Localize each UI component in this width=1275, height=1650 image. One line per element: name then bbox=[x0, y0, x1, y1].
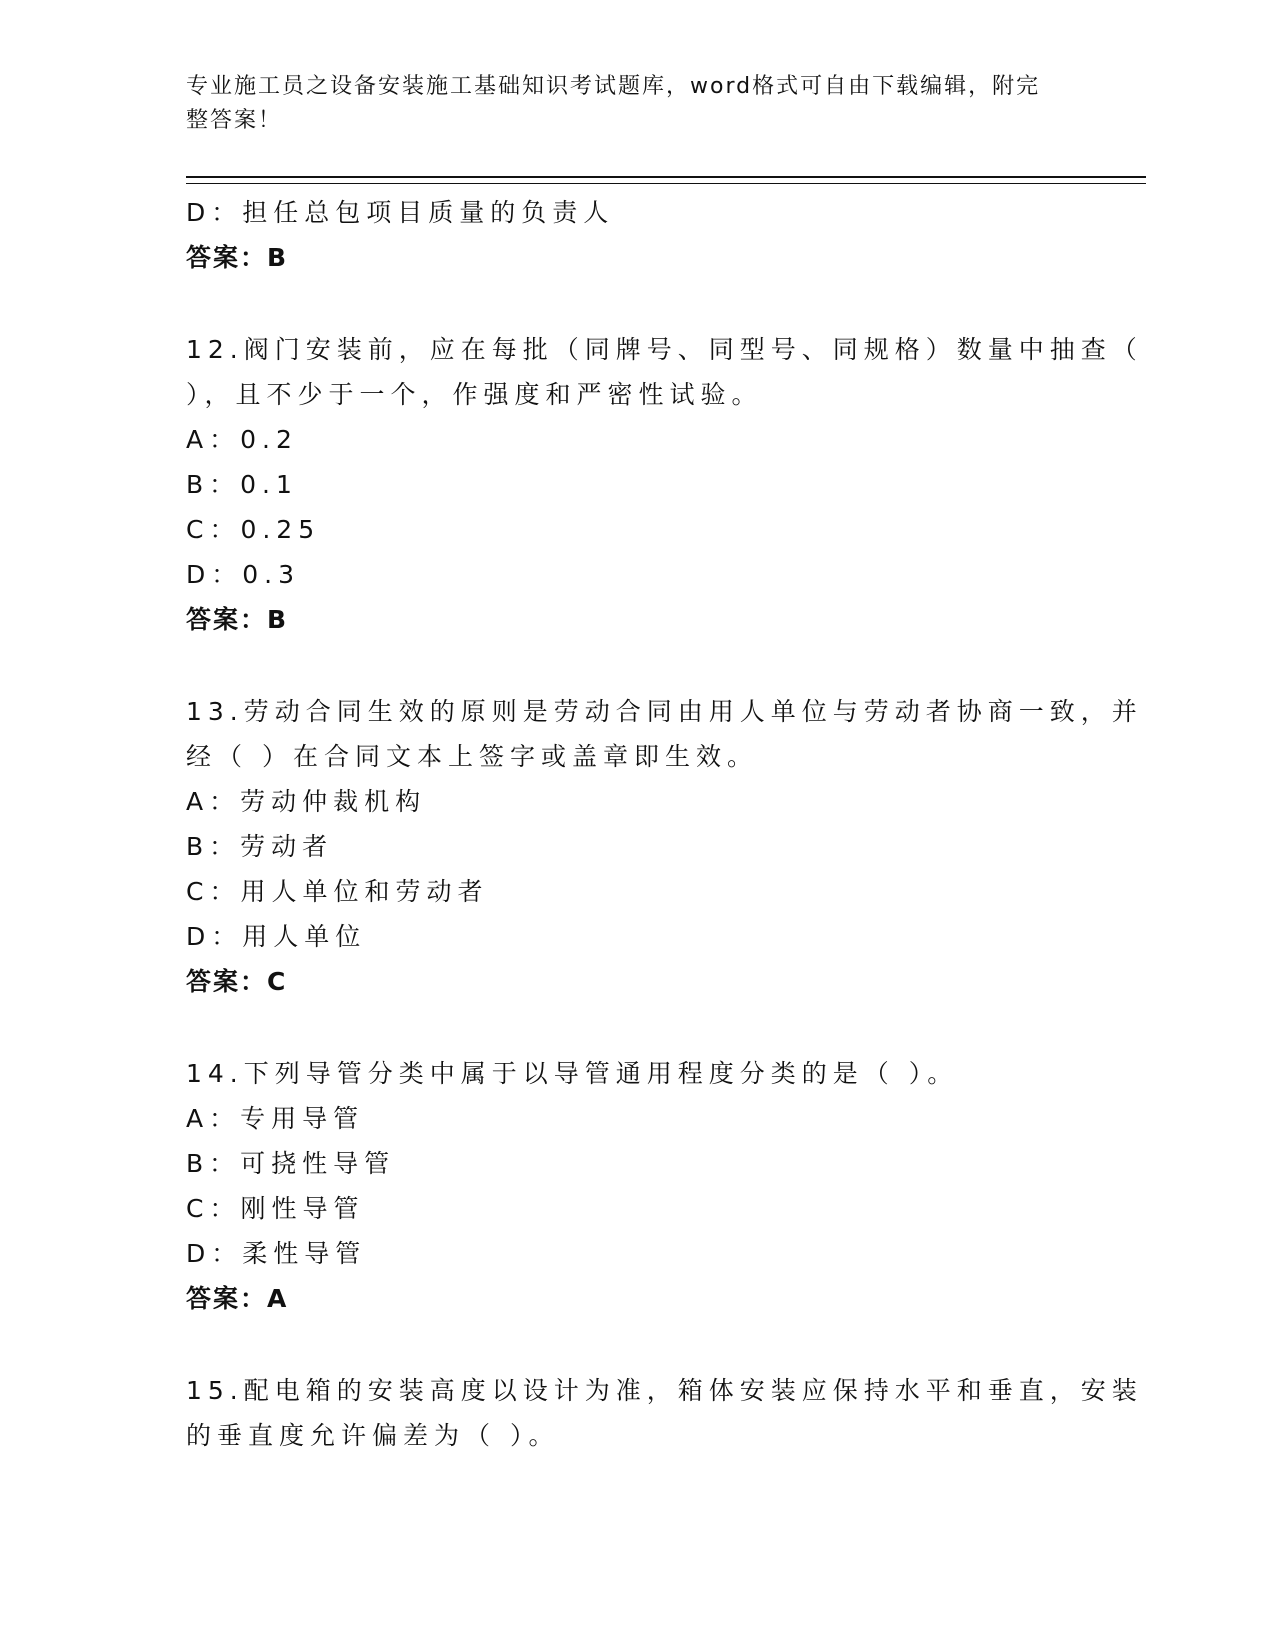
header-line-2: 整答案！ bbox=[186, 108, 283, 133]
answer: 答案：C bbox=[186, 967, 288, 996]
header-rule-thick bbox=[186, 176, 1146, 178]
option-b: B：可挠性导管 bbox=[186, 1149, 396, 1178]
question-14 bbox=[186, 1051, 1086, 1321]
question-text-line: ），且不少于一个，作强度和严密性试验。 bbox=[186, 380, 763, 409]
question-15 bbox=[186, 1368, 1143, 1458]
option-a: A：劳动仲裁机构 bbox=[186, 787, 427, 816]
option-a: A：专用导管 bbox=[186, 1104, 365, 1133]
option-d: D：担任总包项目质量的负责人 bbox=[186, 198, 615, 227]
header-line-1: 专业施工员之设备安装施工基础知识考试题库，word格式可自由下载编辑，附完 bbox=[186, 74, 1041, 99]
answer: 答案：A bbox=[186, 1284, 289, 1313]
option-c: C：用人单位和劳动者 bbox=[186, 877, 489, 906]
question-text-line: 经（ ）在合同文本上签字或盖章即生效。 bbox=[186, 742, 758, 771]
option-b: B：0.1 bbox=[186, 470, 298, 499]
question-list bbox=[186, 190, 1143, 1458]
option-a: A：0.2 bbox=[186, 425, 298, 454]
question-text-line: 的垂直度允许偏差为（ ）。 bbox=[186, 1421, 560, 1450]
answer: 答案：B bbox=[186, 605, 289, 634]
question-13 bbox=[186, 689, 1143, 1004]
answer: 答案：B bbox=[186, 243, 289, 272]
option-c: C：刚性导管 bbox=[186, 1194, 365, 1223]
question-text-line: 13.劳动合同生效的原则是劳动合同由用人单位与劳动者协商一致，并 bbox=[186, 697, 1143, 726]
question-text-line: 12.阀门安装前，应在每批（同牌号、同型号、同规格）数量中抽查（ bbox=[186, 335, 1143, 364]
question-11-tail bbox=[186, 190, 1086, 280]
option-d: D：柔性导管 bbox=[186, 1239, 367, 1268]
question-text-line: 15.配电箱的安装高度以设计为准，箱体安装应保持水平和垂直，安装 bbox=[186, 1376, 1143, 1405]
option-d: D：用人单位 bbox=[186, 922, 367, 951]
header-rule-thin bbox=[186, 183, 1146, 184]
option-c: C：0.25 bbox=[186, 515, 321, 544]
question-12 bbox=[186, 327, 1143, 642]
option-b: B：劳动者 bbox=[186, 832, 334, 861]
page-header bbox=[186, 70, 1086, 138]
option-d: D：0.3 bbox=[186, 560, 301, 589]
question-text-line: 14.下列导管分类中属于以导管通用程度分类的是（ ）。 bbox=[186, 1059, 959, 1088]
